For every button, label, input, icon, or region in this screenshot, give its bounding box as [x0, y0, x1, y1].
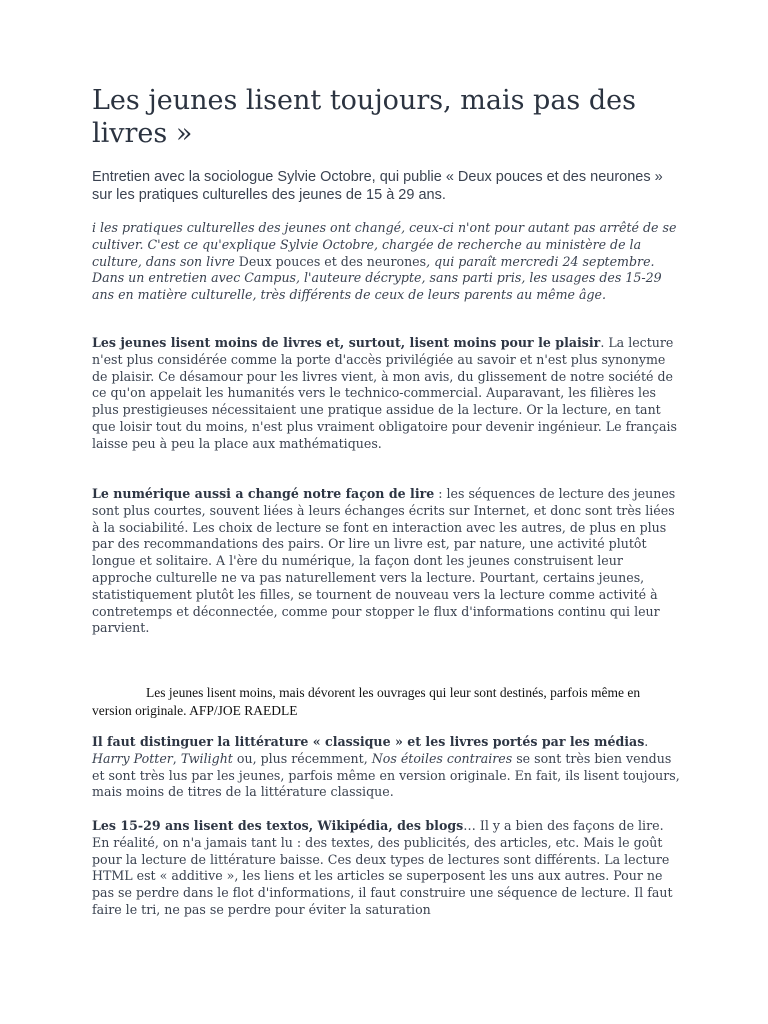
- paragraph-digital-reading: [92, 486, 682, 637]
- caption-text: Les jeunes lisent moins, mais dévorent les ouvrages qui leur sont destinés, parfois même en version originale.: [92, 685, 641, 718]
- paragraph-lead: Les 15-29 ans lisent des textos, Wikipédia, des blogs: [92, 818, 464, 833]
- article-intro: Entretien avec la sociologue Sylvie Octobre, qui publie « Deux pouces et des neurones » sur les pratiques culturelles des jeunes de 15 à 29 ans.: [92, 169, 663, 203]
- paragraph-body: … Il y a bien des façons de lire. En réalité, on n'a jamais tant lu : des textes, des publicités, des articles, etc. Mais le goût pour la lecture de littérature baisse. Ces deux types de lectures sont différents. La lecture HTML est « additive », les liens et les articles se superposent les uns aux autres. Pour ne pas se perdre dans le flot d'informations, il faut construire une séquence de lecture. Il faut faire le tri, ne pas se perdre pour éviter la saturation: [92, 818, 673, 917]
- punctuation: .: [644, 734, 649, 749]
- book-title-nos-etoiles-contraires: Nos étoiles contraires: [371, 750, 513, 766]
- paragraph-lead: Les jeunes lisent moins de livres et, surtout, lisent moins pour le plaisir: [92, 335, 601, 350]
- photo-caption: [92, 684, 682, 720]
- lede-text-2: , qui paraît mercredi 24 septembre. Dans un entretien avec Campus, l'auteure décrypte, sans parti pris, les usages des 15-29 ans en matière culturelle, très différents de ceux de leurs parents au même âge.: [92, 253, 662, 303]
- paragraph-body: : les séquences de lecture des jeunes sont plus courtes, souvent liées à leurs échanges écrits sur Internet, et donc sont très liées à la sociabilité. Les choix de lecture se font en interaction avec les autres, de plus en plus par des recommandations des pairs. Or lire un livre est, par nature, une activité plutôt longue et solitaire. A l'ère du numérique, la façon dont les jeunes construisent leur approche culturelle ne va pas naturellement vers la lecture. Pourtant, certains jeunes, statistiquement plutôt les filles, se tournent de nouveau vers la lecture comme activité à contretemps et déconnectée, comme pour stopper le flux d'informations continu qui leur parvient.: [92, 486, 676, 636]
- paragraph-body: se sont très bien vendus et sont très lus par les jeunes, parfois même en version originale. En fait, ils lisent toujours, mais moins de titres de la littérature classique.: [92, 750, 680, 800]
- paragraph-body: . La lecture n'est plus considérée comme la porte d'accès privilégiée au savoir et n'est plus synonyme de plaisir. Ce désamour pour les livres vient, à mon avis, du glissement de notre société de ce qu'on appelait les humanités vers le technico-commercial. Auparavant, les filières les plus prestigieuses nécessitaient une pratique assidue de la lecture. Or la lecture, en tant que loisir tout du moins, n'est plus vraiment obligatoire pour devenir ingénieur. Le français laisse peu à peu la place aux mathématiques.: [92, 335, 677, 451]
- punctuation: ,: [172, 750, 181, 766]
- book-title-harry-potter: Harry Potter: [92, 750, 173, 766]
- lede-book-title: Deux pouces et des neurones: [238, 253, 427, 269]
- paragraph-lead: Le numérique aussi a changé notre façon de lire: [92, 486, 435, 501]
- paragraph-text: ou, plus récemment,: [232, 750, 372, 766]
- article-title: Les jeunes lisent toujours, mais pas des livres »: [92, 85, 636, 149]
- book-title-twilight: Twilight: [180, 750, 233, 766]
- paragraph-lead: Il faut distinguer la littérature « classique » et les livres portés par les médias: [92, 734, 645, 749]
- paragraph-digital-texts: [92, 818, 682, 919]
- paragraph-reading-pleasure: [92, 335, 682, 453]
- lede-text-1: i les pratiques culturelles des jeunes ont changé, ceux-ci n'ont pour autant pas arrêté de se cultiver. C'est ce qu'explique Sylvie Octobre, chargée de recherche au ministère de la culture, dans son livre: [92, 220, 677, 269]
- article-lede: [92, 220, 682, 304]
- caption-credit: AFP/JOE RAEDLE: [189, 703, 298, 718]
- paragraph-classic-literature: [92, 734, 682, 801]
